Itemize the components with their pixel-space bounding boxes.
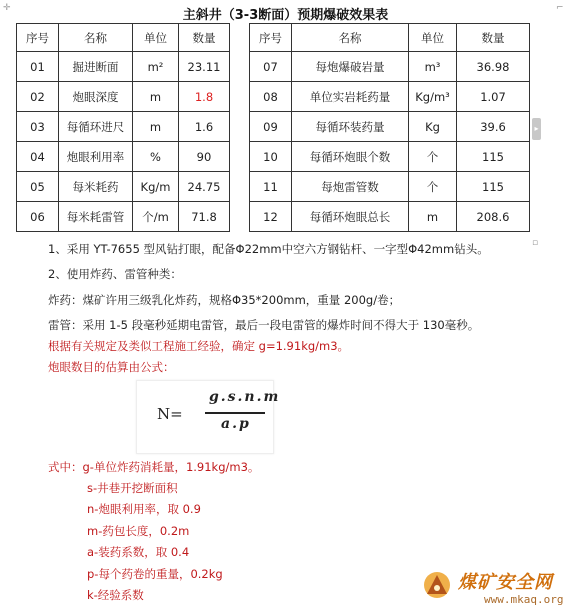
- cell-unit: m²: [133, 52, 179, 82]
- cell-unit: 个: [409, 142, 457, 172]
- cell-unit: Kg/m³: [409, 82, 457, 112]
- table-row: [250, 142, 530, 172]
- cell-quantity: 1.6: [179, 112, 230, 142]
- cell-name: 炮眼利用率: [59, 142, 133, 172]
- explosive-types-heading: 2、使用炸药、雷管种类：: [48, 267, 182, 281]
- cell-quantity-highlighted: 1.8: [179, 82, 230, 112]
- formula-intro: 炮眼数目的估算由公式：: [48, 360, 175, 374]
- table-row: [250, 112, 530, 142]
- fraction-bar: [205, 412, 265, 414]
- cell-index: 11: [250, 172, 292, 202]
- cell-name: 每循环进尺: [59, 112, 133, 142]
- cell-unit: m: [133, 112, 179, 142]
- cell-quantity: 36.98: [457, 52, 530, 82]
- corner-mark-top-right: ⌐: [556, 3, 564, 13]
- g-value-note: 根据有关规定及类似工程施工经验，确定 g=1.91kg/m3。: [48, 339, 350, 353]
- table-corner-handle[interactable]: ▫: [532, 238, 539, 248]
- explosive-spec: 炸药：煤矿许用三级乳化炸药，规格Φ35*200mm，重量 200g/卷；: [48, 293, 401, 307]
- cell-index: 03: [17, 112, 59, 142]
- table-row: [250, 52, 530, 82]
- cell-index: 05: [17, 172, 59, 202]
- header-index: 序号: [250, 24, 292, 52]
- cell-unit: Kg/m: [133, 172, 179, 202]
- watermark-brand: 煤矿安全网: [458, 572, 553, 593]
- drilling-note: 1、采用 YT-7655 型风钻打眼，配备Φ22mm中空六方钢钻杆、一字型Φ42mm钻头。: [48, 242, 489, 256]
- table-title: 主斜井（3-3断面）预期爆破效果表: [182, 8, 389, 23]
- table-row: [17, 202, 230, 232]
- cell-index: 10: [250, 142, 292, 172]
- header-unit: 单位: [133, 24, 179, 52]
- table-header-row: [250, 24, 530, 52]
- cell-index: 09: [250, 112, 292, 142]
- results-table-right: [249, 23, 530, 232]
- watermark-url: www.mkaq.org: [484, 593, 564, 606]
- cell-name: 每炮爆破岩量: [292, 52, 409, 82]
- watermark: [418, 568, 568, 610]
- cell-quantity: 24.75: [179, 172, 230, 202]
- cell-unit: 个: [409, 172, 457, 202]
- cell-unit: m: [409, 202, 457, 232]
- legend-n: n-炮眼利用率，取 0.9: [87, 502, 201, 516]
- cell-index: 02: [17, 82, 59, 112]
- formula-denominator: a.p: [221, 416, 251, 432]
- cell-unit: 个/m: [133, 202, 179, 232]
- table-row: [250, 82, 530, 112]
- cell-name: 每米耗雷管: [59, 202, 133, 232]
- cell-quantity: 1.07: [457, 82, 530, 112]
- header-quantity: 数量: [457, 24, 530, 52]
- table-resize-handle[interactable]: ▸: [532, 118, 541, 140]
- header-name: 名称: [59, 24, 133, 52]
- results-table-left: [16, 23, 230, 232]
- cell-quantity: 90: [179, 142, 230, 172]
- legend-k: k-经验系数: [87, 588, 144, 602]
- table-row: [17, 52, 230, 82]
- legend-p: p-每个药卷的重量，0.2kg: [87, 567, 223, 581]
- header-unit: 单位: [409, 24, 457, 52]
- table-row: [17, 172, 230, 202]
- cell-index: 01: [17, 52, 59, 82]
- cell-quantity: 39.6: [457, 112, 530, 142]
- cell-name: 每米耗药: [59, 172, 133, 202]
- formula-numerator: g.s.n.m: [209, 389, 281, 405]
- formula-image: [136, 380, 281, 454]
- header-quantity: 数量: [179, 24, 230, 52]
- cell-index: 04: [17, 142, 59, 172]
- legend-s: s-井巷开挖断面积: [87, 481, 178, 495]
- cell-name: 每循环装药量: [292, 112, 409, 142]
- legend-a: a-装药系数，取 0.4: [87, 545, 190, 559]
- cell-index: 06: [17, 202, 59, 232]
- formula-lhs: N=: [157, 405, 183, 423]
- legend-g: 式中：g-单位炸药消耗量，1.91kg/m3。: [48, 460, 260, 474]
- cell-quantity: 208.6: [457, 202, 530, 232]
- cell-index: 12: [250, 202, 292, 232]
- table-row: [17, 142, 230, 172]
- cell-quantity: 115: [457, 172, 530, 202]
- header-index: 序号: [17, 24, 59, 52]
- cell-name: 单位实岩耗药量: [292, 82, 409, 112]
- table-header-row: [17, 24, 230, 52]
- detonator-spec: 雷管：采用 1-5 段毫秒延期电雷管，最后一段电雷管的爆炸时间不得大于 130毫秒。: [48, 318, 480, 332]
- cell-index: 07: [250, 52, 292, 82]
- table-row: [17, 112, 230, 142]
- legend-m: m-药包长度，0.2m: [87, 524, 190, 538]
- cell-name: 掘进断面: [59, 52, 133, 82]
- cell-unit: %: [133, 142, 179, 172]
- cell-quantity: 71.8: [179, 202, 230, 232]
- cell-unit: Kg: [409, 112, 457, 142]
- cell-unit: m³: [409, 52, 457, 82]
- cell-unit: m: [133, 82, 179, 112]
- cell-index: 08: [250, 82, 292, 112]
- header-name: 名称: [292, 24, 409, 52]
- cell-quantity: 115: [457, 142, 530, 172]
- cell-name: 炮眼深度: [59, 82, 133, 112]
- cell-name: 每循环炮眼总长: [292, 202, 409, 232]
- cell-name: 每炮雷管数: [292, 172, 409, 202]
- cell-name: 每循环炮眼个数: [292, 142, 409, 172]
- cell-quantity: 23.11: [179, 52, 230, 82]
- table-row: [250, 202, 530, 232]
- table-row: [250, 172, 530, 202]
- site-logo-icon: [422, 570, 452, 600]
- table-row: [17, 82, 230, 112]
- corner-mark-top-left: ✛: [3, 3, 11, 13]
